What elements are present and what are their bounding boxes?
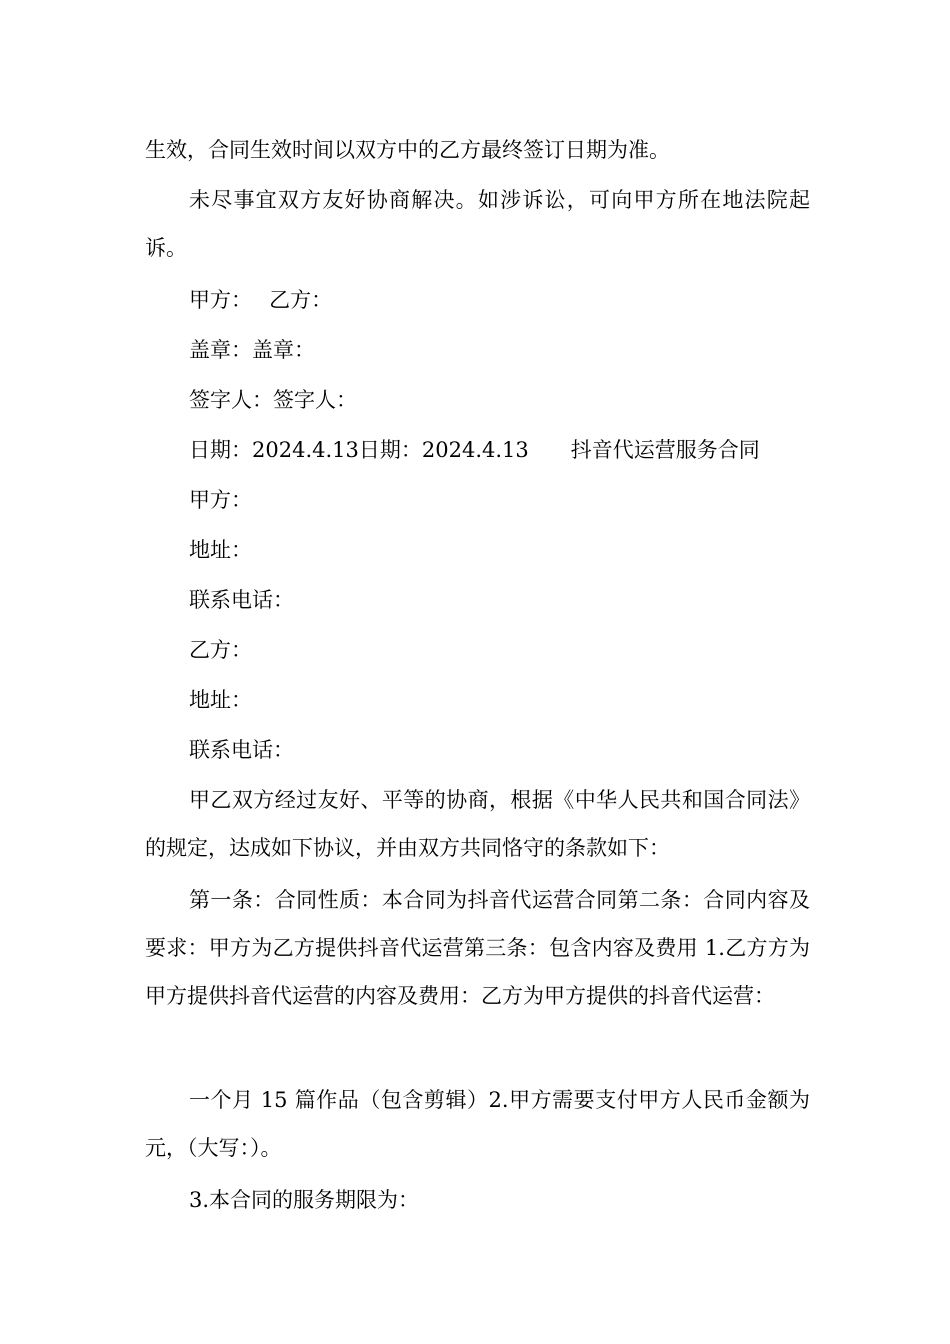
signature-date-line: 日期：2024.4.13日期：2024.4.13 抖音代运营服务合同 xyxy=(189,438,760,462)
signature-party-line: 甲方： 乙方： xyxy=(189,288,333,312)
signature-signer-line: 签字人：签字人： xyxy=(189,388,357,412)
paragraph-agreement-intro: 甲乙双方经过友好、平等的协商，根据《中华人民共和国合同法》的规定，达成如下协议，并由双方共同恪守的条款如下： xyxy=(145,788,810,860)
party-b-phone-label: 联系电话： xyxy=(189,738,294,762)
party-a-address-label: 地址： xyxy=(189,538,252,562)
signature-seal-line: 盖章：盖章： xyxy=(189,338,315,362)
party-b-label: 乙方： xyxy=(189,638,252,662)
paragraph-service-term: 3.本合同的服务期限为： xyxy=(189,1188,420,1212)
paragraph-effective-date: 生效，合同生效时间以双方中的乙方最终签订日期为准。 xyxy=(145,138,670,162)
party-b-address-label: 地址： xyxy=(189,688,252,712)
party-a-label: 甲方： xyxy=(189,488,252,512)
paragraph-articles: 第一条：合同性质：本合同为抖音代运营合同第二条：合同内容及要求：甲方为乙方提供抖音代运营第三条：包含内容及费用 1.乙方方为甲方提供抖音代运营的内容及费用：乙方为甲方提供的抖音代运营： xyxy=(145,888,810,1008)
paragraph-dispute-resolution: 未尽事宜双方友好协商解决。如涉诉讼，可向甲方所在地法院起诉。 xyxy=(145,188,810,260)
party-a-phone-label: 联系电话： xyxy=(189,588,294,612)
paragraph-works-and-fees: 一个月 15 篇作品（包含剪辑）2.甲方需要支付甲方人民币金额为元，（大写：）。 xyxy=(145,1088,810,1160)
